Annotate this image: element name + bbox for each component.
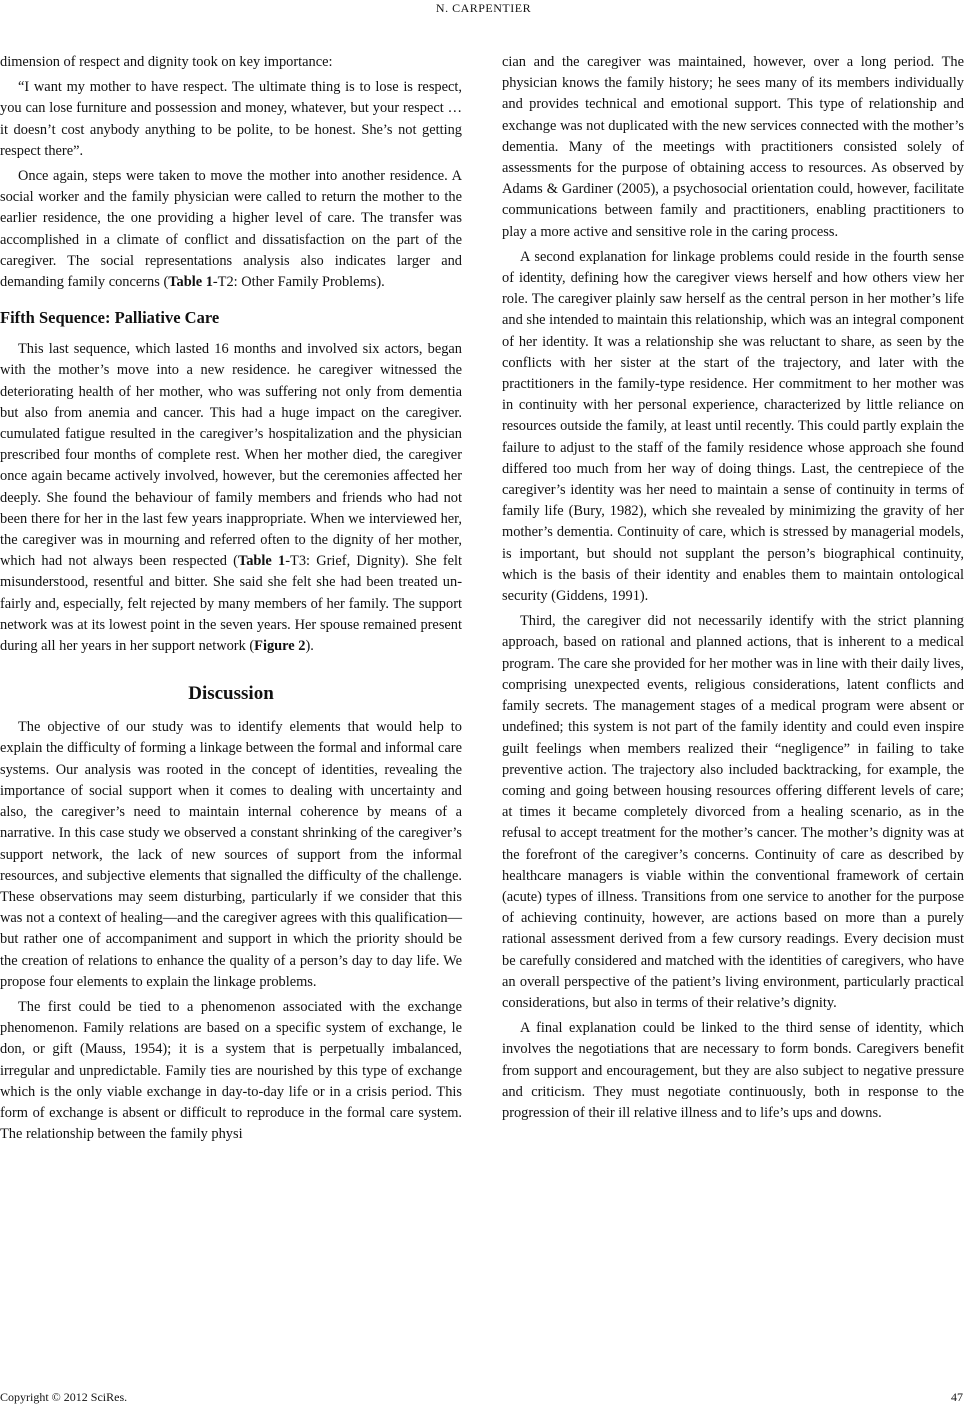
paragraph-text: -T3: Grief, Dignity). She felt misunderstood, resentful and bitter. She said she felt she had been treated unfairly and, especially, felt rejected by many members of her family. The support network was at its lowest point in the seven years. Her spouse remained present during all her years in her support network ( xyxy=(0,553,462,655)
running-head: N. CARPENTIER xyxy=(435,1,532,15)
paragraph: The objective of our study was to identify elements that would help to explain the difficulty of forming a linkage between the formal and informal care systems. Our analysis was rooted in the concept of identities, revealing the importance of social support when it comes to dealing with uncertainty and also, the caregiver’s need to maintain internal coherence by means of a narrative. In this case study we observed a constant shrinking of the caregiver’s support network, the lack of new sources of support from the informal resources, and subjective elements that signalled the difficulty of the challenge. These observations may seem disturbing, particularly if we consider that this was not a context of healing—and the caregiver agrees with this qualification—but rather one of accompaniment and support in which the priority should be the creation of relations to enhance the quality of a person’s day to day life. We propose four elements to explain the linkage problems. xyxy=(0,719,462,990)
paragraph-text: Once again, steps were taken to move the mother into another residence. A social worker and the family physician were called to return the mother to the earlier residence, the one providing a higher level of care. The transfer was accomplished in a climate of conflict and dissatisfaction on the part of the caregiver. The social representations analysis also indicates larger and demanding family concerns ( xyxy=(0,168,462,291)
paragraph: cian and the caregiver was maintained, however, over a long period. The physician knows the family history; he sees many of its members individually and provides technical and emotional support. This type of relationship and exchange was not duplicated with the new services connected with the mother’s dementia. Many of the meetings with practitioners consisted solely of assessments for the purpose of obtaining access to resources. As observed by Adams & Gardiner (2005), a psychosocial orientation could, however, facilitate communications between family and practitioners, enabling practitioners to play a more active and sensitive role in the caring process. xyxy=(502,54,964,240)
block-quote: “I want my mother to have respect. The ultimate thing is to lose is respect, you can lose furniture and possession and money, whatever, but your respect … it doesn’t cost anybody anything to be polite, to be honest. She’s not getting respect there”. xyxy=(0,79,462,159)
figure-reference: Figure 2 xyxy=(254,638,306,655)
paragraph-text: This last sequence, which lasted 16 months and involved six actors, began with the mother’s move into a new residence. he caregiver witnessed the deteriorating health of her mother, who was suffering not only from dementia but also from anemia and cancer. This had a huge impact on the caregiver. cumulated fatigue resulted in the caregiver’s hospitalization and the physician prescribed four months of complete rest. When her mother died, the caregiver once again became actively involved, however, but the ceremonies affected her deeply. She found the behaviour of family members and friends who had not been there for her in the last few years inappropriate. When we interviewed her, the caregiver was in mourning and referred often to the dignity of her mother, which had not always been respected ( xyxy=(0,341,462,570)
paragraph: Third, the caregiver did not necessarily identify with the strict planning approach, based on rational and planned actions, that is inherent to a medical program. The care she provided for her mother was in line with their daily lives, comprising unexpected events, religious considerations, latent conflicts and family secrets. The management stages of a medical program were absent or undefined; this system is not part of the family identity and could even inspire guilt feelings when members realized their “negligence” in failing to take preventive action. The trajectory also included backtracking, for example, the coming and going between housing resources offering different levels of care; at times it became completely divorced from a healing scenario, as in the refusal to accept treatment for the mother’s cancer. The mother’s dignity was at the forefront of the caregiver’s concerns. Continuity of care as described by healthcare managers is viable within the conventional framework of certain (acute) types of illness. Transitions from one service to another for the purpose of achieving continuity, however, are actions based on more than a purely rational assessment derived from a few cursory readings. Every decision must be carefully considered and matched with the identities of caregivers, who have an overall perspective of the patient’s living environment, particularly practical considerations, but also in terms of their relative’s dignity. xyxy=(502,613,964,1011)
paragraph xyxy=(0,166,462,293)
paragraph: A final explanation could be linked to the third sense of identity, which involves the negotiations that are necessary to form bonds. Caregivers benefit from support and encouragement, but they are also subject to negative pressure and criticism. They must negotiate continuously, both in response to the progression of their ill relative illness and to life’s ups and downs. xyxy=(502,1020,964,1121)
paragraph-text: ). xyxy=(305,638,314,655)
right-column xyxy=(502,52,964,1128)
paragraph xyxy=(0,339,462,657)
paragraph: dimension of respect and dignity took on key importance: xyxy=(0,54,333,70)
section-heading-discussion: Discussion xyxy=(188,683,274,705)
section-heading-fifth-sequence: Fifth Sequence: Palliative Care xyxy=(0,308,220,328)
table-reference: Table 1 xyxy=(237,553,286,570)
copyright-notice: Copyright © 2012 SciRes. xyxy=(0,1390,128,1404)
paragraph: The first could be tied to a phenomenon associated with the exchange phenomenon. Family relations are based on a specific system of exchange, le don, or gift (Mauss, 1954); it is a system that is perpetually imbalanced, irregular and unpredictable. Family ties are nourished by this type of exchange which is the only viable exchange in day-to-day life or in a crisis period. This form of exchange is absent or difficult to reproduce in the formal care system. The relationship between the family physi xyxy=(0,998,462,1143)
left-column xyxy=(0,52,462,1149)
paragraph-text: -T2: Other Family Problems). xyxy=(212,274,385,291)
page-number: 47 xyxy=(951,1390,963,1404)
table-reference: Table 1 xyxy=(168,274,213,291)
paragraph: A second explanation for linkage problems could reside in the fourth sense of identity, defining how the caregiver views herself and how others view her role. The caregiver plainly saw herself as the central person in her mother’s life and she intended to maintain this relationship, which was an integral component of her identity. It was a relationship she was reluctant to share, as seen by the conflicts with her sister at the start of the trajectory, and later with the practitioners in the family-type residence. Her commitment to her mother was in continuity with her personal experience, characterized by little reliance on resources outside the family, at least until recently. This could partly explain the failure to adjust to the staff of the family residence whose approach she found differed too much from her way of doing things. Last, the centrepiece of the caregiver’s identity was her need to maintain a sense of continuity in terms of family life (Bury, 1982), which she revealed by minimizing the gravity of her mother’s dementia. Continuity of care, which is stressed by managerial models, is important, but should not supplant the person’s biographical continuity, which is the basis of their identity and enables them to maintain ontological security (Giddens, 1991). xyxy=(502,248,964,605)
